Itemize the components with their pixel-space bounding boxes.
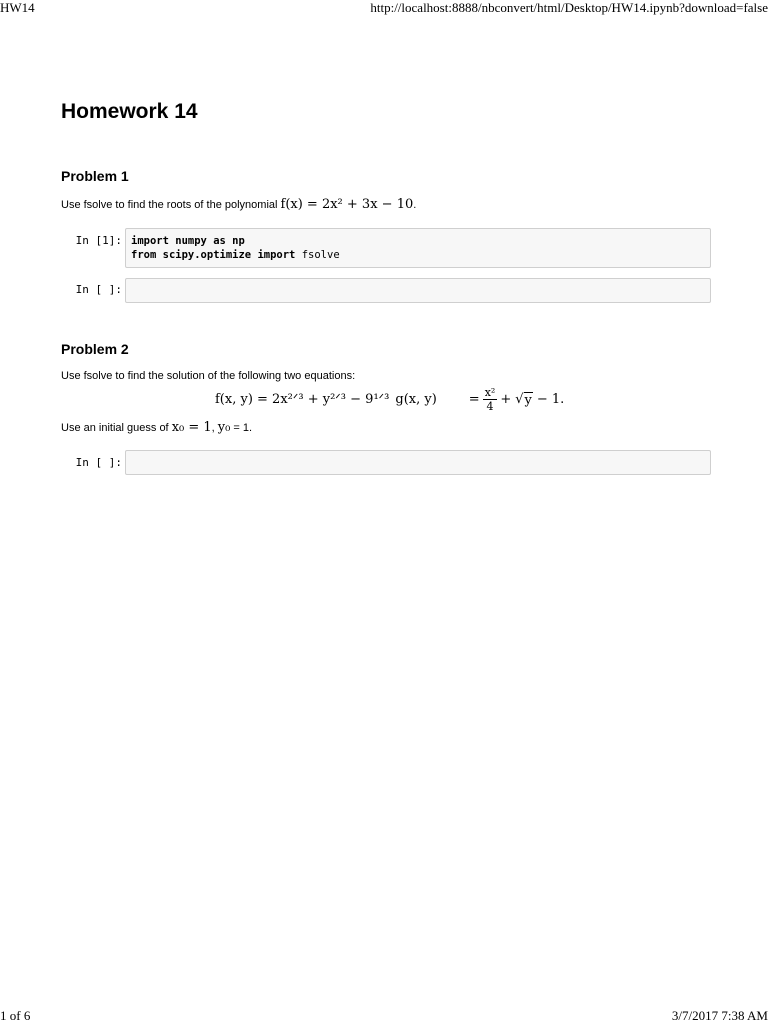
problem2-guess — [61, 420, 252, 435]
code-cell-2[interactable] — [125, 278, 711, 303]
sqrt-argument: y — [524, 392, 532, 408]
code-keyword: as — [213, 235, 226, 247]
cell1-prompt: In [1]: — [75, 234, 122, 247]
problem1-formula: f(x) = 2x² + 3x − 10 — [280, 197, 414, 212]
print-footer-datetime: 3/7/2017 7:38 AM — [671, 1008, 768, 1023]
code-module: scipy.optimize — [156, 249, 258, 261]
equation-f: f(x, y) = 2x²ᐟ³ + y²ᐟ³ − 9¹ᐟ³ — [215, 392, 390, 407]
code-line-1 — [126, 234, 710, 248]
problem2-heading: Problem 2 — [61, 341, 129, 357]
print-header-title: HW14 — [0, 0, 35, 15]
problem1-text-after: . — [413, 199, 417, 211]
cell2-prompt: In [ ]: — [75, 283, 122, 296]
code-keyword: import — [131, 235, 169, 247]
code-name: fsolve — [295, 249, 340, 261]
equation-g-fraction — [483, 386, 498, 413]
guess-prefix: Use an initial guess of — [61, 422, 169, 434]
problem1-text — [61, 197, 416, 212]
code-line-2 — [126, 248, 710, 262]
code-keyword: from — [131, 249, 157, 261]
problem1-text-before: Use fsolve to find the roots of the polynomial — [61, 199, 278, 211]
code-alias: np — [225, 235, 245, 247]
fraction-denominator: 4 — [486, 400, 494, 413]
equation-g-tail: − 1. — [536, 392, 565, 407]
fraction-numerator: x² — [484, 386, 496, 399]
code-cell-1[interactable] — [125, 228, 711, 268]
sqrt-sign-icon: √ — [515, 392, 524, 407]
page-title: Homework 14 — [61, 100, 198, 123]
cell3-prompt: In [ ]: — [75, 456, 122, 469]
problem2-intro: Use fsolve to find the solution of the following two equations: — [61, 370, 356, 382]
code-cell-3[interactable] — [125, 450, 711, 475]
problem2-equations — [215, 386, 564, 413]
guess-y0: y₀ — [217, 420, 231, 435]
code-keyword: import — [257, 249, 296, 261]
print-header-url: http://localhost:8888/nbconvert/html/Desktop/HW14.ipynb?download=false — [370, 0, 768, 15]
guess-sep: , — [211, 422, 215, 434]
problem1-heading: Problem 1 — [61, 168, 129, 184]
equation-g-plus: + — [500, 392, 512, 407]
print-footer-page: 1 of 6 — [0, 1008, 31, 1023]
equation-g-left: g(x, y) — [395, 392, 437, 407]
equation-g-eq: = — [468, 392, 480, 407]
code-module: numpy — [168, 235, 214, 247]
guess-suffix: = 1. — [233, 422, 253, 434]
guess-x0: x₀ = 1 — [171, 420, 212, 435]
